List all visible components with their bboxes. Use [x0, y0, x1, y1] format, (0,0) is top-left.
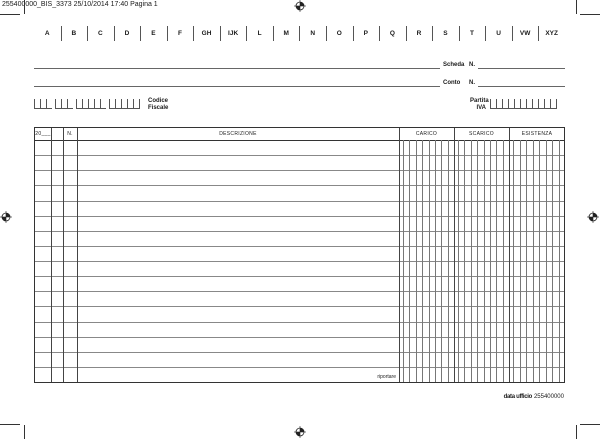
table-column-line [77, 128, 78, 382]
digit-column-line [477, 140, 478, 382]
alphabet-tab: O [326, 23, 353, 44]
partita-iva-boxes [490, 99, 557, 109]
product-code: 255400000 [533, 394, 564, 400]
table-row-line [35, 276, 564, 277]
alphabet-tab: N [299, 23, 326, 44]
alphabet-tab: GH [193, 23, 220, 44]
alphabet-tab: C [87, 23, 114, 44]
crop-mark [576, 0, 577, 14]
table-row-line [35, 322, 564, 323]
riportare-note: riportare [377, 374, 396, 380]
partita-iva-label [470, 98, 489, 111]
digit-column-line [471, 140, 472, 382]
conto-number-line [478, 86, 565, 87]
table-row-line [35, 352, 564, 353]
codice-fiscale-boxes [34, 99, 140, 109]
digit-column-line [416, 140, 417, 382]
table-row-line [35, 367, 564, 368]
alphabet-tab: E [140, 23, 167, 44]
alphabet-tab: S [432, 23, 459, 44]
digit-column-line [484, 140, 485, 382]
scheda-line-left [34, 68, 440, 69]
alphabet-tab: T [459, 23, 486, 44]
digit-column-line [458, 140, 459, 382]
crop-mark [24, 425, 25, 439]
brand-logo: data ufficio [503, 394, 532, 400]
scheda-number-label: N. [469, 62, 475, 68]
ledger-table [34, 127, 565, 383]
alphabet-tab: L [246, 23, 273, 44]
table-row-line [35, 185, 564, 186]
alphabet-tab: P [353, 23, 380, 44]
scheda-number-line [478, 68, 565, 69]
alphabet-tab: IJK [220, 23, 247, 44]
digit-column-line [520, 140, 521, 382]
character-box [67, 99, 73, 109]
table-row-line [35, 231, 564, 232]
header-scarico: SCARICO [469, 131, 494, 137]
table-header [35, 128, 564, 141]
digit-column-line [559, 140, 560, 382]
alphabet-index-tabs [34, 23, 565, 44]
header-number: N. [67, 131, 73, 137]
alphabet-tab: Q [379, 23, 406, 44]
digit-column-line [441, 140, 442, 382]
digit-column-line [409, 140, 410, 382]
header-date: 20___ [35, 131, 51, 137]
character-box [100, 99, 106, 109]
alphabet-tab: B [61, 23, 88, 44]
table-column-line [51, 128, 52, 382]
digit-column-line [503, 140, 504, 382]
digit-column-line [435, 140, 436, 382]
digit-column-line [552, 140, 553, 382]
character-box [46, 99, 52, 109]
digit-column-line [513, 140, 514, 382]
table-row-line [35, 170, 564, 171]
digit-column-line [464, 140, 465, 382]
codice-fiscale-label-line1: Codice [148, 98, 169, 104]
digit-column-line [496, 140, 497, 382]
table-column-line [454, 128, 455, 382]
crop-mark [0, 14, 20, 15]
crop-mark [580, 424, 600, 425]
conto-number-label: N. [469, 80, 475, 86]
alphabet-tab: A [44, 30, 50, 37]
codice-fiscale-label-line2: Fiscale [148, 104, 169, 111]
digit-column-line [539, 140, 540, 382]
registration-mark-icon [294, 0, 306, 12]
digit-column-line [422, 140, 423, 382]
crop-mark [0, 424, 20, 425]
scheda-label: Scheda [443, 62, 465, 68]
table-row-line [35, 306, 564, 307]
alphabet-tab: U [485, 23, 512, 44]
table-row-line [35, 201, 564, 202]
alphabet-tab: M [273, 23, 300, 44]
table-column-line [509, 128, 510, 382]
character-box-end [556, 99, 557, 109]
table-column-line [399, 128, 400, 382]
print-header: 255400000_BIS_3373 25/10/2014 17:40 Pagina 1 [2, 1, 158, 8]
header-carico: CARICO [415, 131, 438, 137]
codice-fiscale-label [148, 98, 168, 111]
registration-mark-icon [0, 211, 12, 223]
table-row-line [35, 155, 564, 156]
conto-label: Conto [443, 80, 461, 86]
table-row-line [35, 337, 564, 338]
alphabet-tab: F [167, 23, 194, 44]
digit-column-line [546, 140, 547, 382]
digit-column-line [490, 140, 491, 382]
table-column-line [63, 128, 64, 382]
digit-column-line [526, 140, 527, 382]
header-esistenza: ESISTENZA [521, 131, 553, 137]
table-row-line [35, 261, 564, 262]
registration-mark-icon [294, 426, 306, 438]
crop-mark [24, 0, 25, 14]
registration-mark-icon [587, 211, 599, 223]
partita-iva-label-line1: Partita [470, 98, 489, 104]
crop-mark [576, 425, 577, 439]
table-row-line [35, 291, 564, 292]
alphabet-tab: D [114, 23, 141, 44]
alphabet-tab: XYZ [538, 23, 565, 44]
digit-column-line [403, 140, 404, 382]
conto-line-left [34, 86, 440, 87]
digit-column-line [533, 140, 534, 382]
character-box-end [139, 99, 140, 109]
table-row-line [35, 216, 564, 217]
alphabet-tab: R [406, 23, 433, 44]
partita-iva-label-line2: IVA [476, 104, 486, 111]
digit-column-line [429, 140, 430, 382]
table-row-line [35, 246, 564, 247]
alphabet-tab: VW [512, 23, 539, 44]
crop-mark [580, 14, 600, 15]
header-descrizione: DESCRIZIONE [219, 131, 257, 137]
digit-column-line [448, 140, 449, 382]
